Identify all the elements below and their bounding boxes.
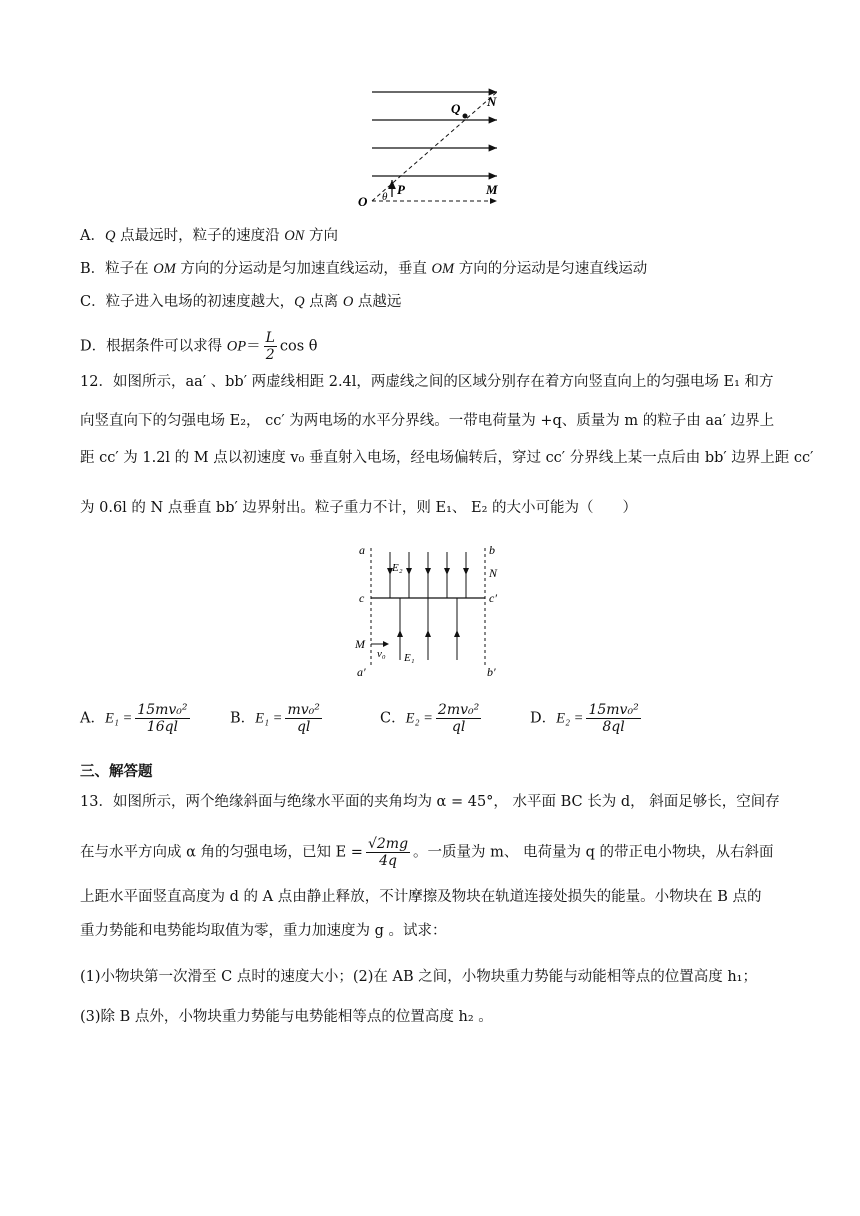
- q13-line-3: 上距水平面竖直高度为 d 的 A 点由静止释放，不计摩擦及物块在轨道连接处损失的能量。小物块在 B 点的: [80, 889, 762, 905]
- label-p: P: [397, 182, 405, 197]
- label-e2: E₂: [392, 562, 403, 574]
- q12-option-d: D．E₂ = $\frac{\text{15mv₀²}}{8ql}$: [530, 702, 639, 735]
- field-diagram-2: [352, 540, 512, 682]
- label-m: M: [486, 182, 498, 197]
- q12-line-3: 距 cc′ 为 1.2l 的 M 点以初速度 v₀ 垂直射入电场，经电场偏转后，穿过 cc′ 分界线上某一点后由 bb′ 边界上距 cc′: [80, 450, 814, 466]
- q12-option-b: B．E₁ = $\frac{\text{mv₀²}}{ql}$: [230, 702, 320, 735]
- label-b: b: [489, 543, 495, 557]
- label-c: c: [359, 591, 365, 605]
- label-v0: v₀: [377, 648, 386, 660]
- q11-option-b: B．粒子在 OM 方向的分运动是匀加速直线运动，垂直 OM 方向的分运动是匀速直线运动: [80, 261, 648, 277]
- q11-option-c: C．粒子进入电场的初速度越大，Q 点离 O 点越远: [80, 294, 402, 310]
- point-q: [463, 114, 468, 119]
- label-a: a: [359, 543, 365, 557]
- q12-option-c: C．E₂ = $\frac{\text{2mv₀²}}{ql}$: [380, 702, 480, 735]
- label-n: N: [487, 94, 497, 109]
- q13-line-5: (1)小物块第一次滑至 C 点时的速度大小；(2)在 AB 之间，小物块重力势能与动能相等点的位置高度 h₁；: [80, 969, 757, 985]
- label-m: M: [355, 637, 365, 651]
- q13-line-4: 重力势能和电势能均取值为零，重力加速度为 g 。试求：: [80, 923, 447, 939]
- q12-line-2: 向竖直向下的匀强电场 E₂， cc′ 为两电场的水平分界线。一带电荷量为 +q、质量为 m 的粒子由 aa′ 边界上: [80, 413, 775, 429]
- label-c-prime: c′: [489, 591, 497, 605]
- field-diagram-1: [355, 82, 515, 212]
- q12-line-1: 12．如图所示，aa′ 、bb′ 两虚线相距 2.4l，两虚线之间的区域分别存在着方向竖直向上的匀强电场 E₁ 和方: [80, 374, 774, 390]
- section-title: 三、解答题: [80, 763, 153, 780]
- q13-line-6: (3)除 B 点外，小物块重力势能与电势能相等点的位置高度 h₂ 。: [80, 1009, 493, 1025]
- label-o: O: [358, 194, 368, 209]
- label-e1: E₁: [404, 652, 415, 664]
- label-b-prime: b′: [487, 665, 496, 679]
- q11-option-d: D．根据条件可以求得 OP＝ $\frac{L}{2}$ cos θ: [80, 330, 318, 363]
- dashed-on: [372, 92, 497, 201]
- label-theta: θ: [382, 191, 388, 203]
- q13-line-2: 在与水平方向成 α 角的匀强电场，已知 E = $\frac{√2mg}{4q}$ 。一质量为 m、 电荷量为 q 的带正电小物块，从右斜面: [80, 836, 774, 869]
- q12-option-a: A．E₁ = $\frac{\text{15mv₀²}}{16ql}$: [80, 702, 188, 735]
- label-n: N: [489, 566, 498, 580]
- q11-option-a: A．Q 点最远时，粒子的速度沿 ON 方向: [80, 228, 338, 244]
- q13-line-1: 13．如图所示，两个绝缘斜面与绝缘水平面的夹角均为 α = 45°， 水平面 BC 长为 d， 斜面足够长，空间存: [80, 794, 780, 810]
- label-a-prime: a′: [357, 665, 366, 679]
- q12-line-4: 为 0.6l 的 N 点垂直 bb′ 边界射出。粒子重力不计，则 E₁、 E₂ 的大小可能为（ ）: [80, 500, 638, 516]
- label-q: Q: [451, 101, 461, 116]
